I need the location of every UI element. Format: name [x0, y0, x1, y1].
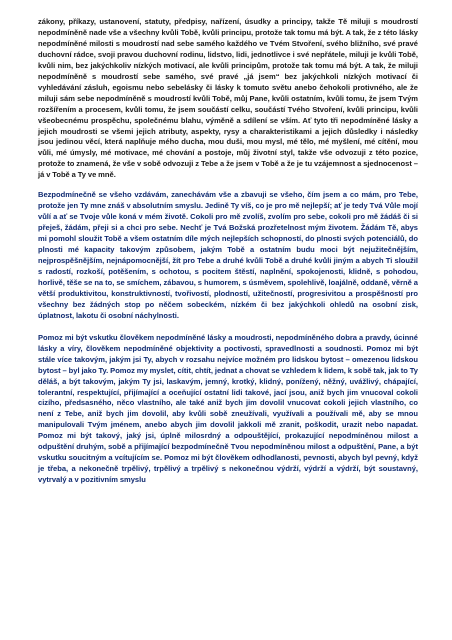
- paragraph-3: Pomoz mi být vskutku člověkem nepodmíněné lásky a moudrosti, nepodmíněného dobra a pravdy, úcinné lásky a víry, člověkem nepodmíněné objektivity a poctivosti, spravedlnosti a soudnosti. Pomoz mi být stále více takovým, jakým jsi Ty, abych v rozsahu nejvíce možném pro lidskou bytost – omezenou lidskou bytost – byl jako Ty. Pomoz my myslet, cítit, chtít, jednat a chovat se vzhledem k lidem, k sobě tak, jak to Ty děláš, a být takovým, jakým Ty jsi, laskavým, jemný, krotký, klidný, ponížený, něžný, uvážlivý, chápající, tolerantní, respektující, přijímající a oceňující ostatní lidi takové, jací jsou, aniž bych jim vnucoval cokoli cizího, předsasného, něco vlastního, ale také aniž bych jim dovolil vnucovat cokoli jejich vlastního, co není z Tebe, aniž bych jim dovolil, aby kvůli sobě zneužívali, využívali a používali mě, aby se mnou manipulovali Tvým jménem, anebo abych jim dovolil jakkoli mě zranit, poškodit, urazit nebo napadat. Pomoz mi být takový, jaký jsi, úplně milosrdný a odpouštějící, prokazující nepodmíněnou milost a odpuštění druhým, sobě a přijímající bezpodmínečně Tvou nepodmíněnou milost a odpuštění, Pane, a být vskutku soucitným a vcítujícím se. Pomoz mi být člověkem odhodlanosti, pevnosti, abych byl pevný, když je třeba, a nekonečně trpělivý, trpělivý a trpělivý s nekonečnou výdrží, výdrží a výdrží, být soustavný, vytrvalý a v pozitivním smyslu: [38, 332, 418, 485]
- paragraph-2: Bezpodmínečně se všeho vzdávám, zanechávám vše a zbavuji se všeho, čím jsem a co mám, pro Tebe, protože jen Ty mne znáš v absolutním smyslu. Jedině Ty víš, co je pro mě nejlepší; ať je tedy Tvá Vůle mojí vůlí a ať se Tvoje vůle koná v mém životě. Cokoli pro mě zvolíš, zvolím pro sebe, cokoli pro mě žádáš či si přeješ, žádám, přeji si a chci pro sebe. Nechť je Tvá Božská prozřetelnost mým životem. Žádám Tě, abys mi pomohl sloužit Tobě a všem ostatním díle mých nejlepších schopností, do plnosti svých potenciálů, do plnosti mé kapacity takovým způsobem, jakým Tobě a ostatním budu moci být nejužitečnějším, nejprospěšnějším, nejnápomocnější, žít pro Tebe a druhé kvůli Tobě a druhé kvůli jiným a abych Ti sloužil s radostí, rozkoší, potěšením, s ochotou, s pocitem štěstí, naplnění, spokojenosti, klidně, s pohodou, horlivě, těše se na to, se smíchem, zábavou, s humorem, s úsměvem, spolehlivě, loajálně, oddaně, věrně a větší produktivitou, konstruktivností, tvořivostí, plodností, užitečností, progresivitou a prospěšností pro všechny bez žádných stop po něčem sobeckém, nízkém či bez jakýchkoli ohledů na osobní zisk, úplatnost, lakotu či osobní náchylnosti.: [38, 190, 418, 320]
- paragraph-1: zákony, příkazy, ustanovení, statuty, předpisy, nařízení, úsudky a principy, takže Tě miluji s moudrostí nepodmíněně nade vše a všechny kvůli Tobě, kvůli principu, protože tak tomu má být. A tak, že z této lásky nepodmíněné milosti s moudrostí nad sebe samého každého ve Tvém Stvoření, svého bližního, své pravé duchovní rádce, svoji pravou duchovní rodinu, lidstvo, lidi, jednotlivce i své nepřátele, miluji je kvůli Tobě, kvůli nim, bez jakýchkoliv nízkých motivací, ale kvůli principům, protože tak tomu má být. A tak, že miluji nepodmíněně s moudrostí sebe samého, své pravé „já jsem“ bez jakýchkoli nízkých motivací či vyhledávání zásluh, egoismu nebo sebelásky či lásky k tomuto světu anebo čehokoli protivného, ale že miluji sám sebe nepodmíněně s moudrostí kvůli Tobě, můj Pane, kvůli ostatním, kvůli tomu, že jsem Tvým rozšířením a procesem, kvůli tomu, že jsem součástí celku, součástí Tvého Stvoření, kvůli principu, kvůli všeobecnému prospěchu, společnému blahu, výměně a sdílení se vším. Ať tyto tři nepodmíněné lásky a jejich moudrosti se všemi jejich atributy, aspekty, rysy a charakteristikami a jejich důsledky i následky jsou jedinou věcí, která naplňuje mého ducha, mou duši, mou mysl, mé tělo, mé myšlení, mé cítění, mou vůli, mé úmysly, mé motivace, mé chování a postoje, můj životní styl, takže vše odvozuji z této pozice, protože to znamená, že vše v sobě odvozuji z Tebe a že jsem v Tobě a že je tu vzájemnost a sjednocenost – já v Tobě a Ty ve mně.: [38, 17, 418, 180]
- document-page: [38, 0, 418, 640]
